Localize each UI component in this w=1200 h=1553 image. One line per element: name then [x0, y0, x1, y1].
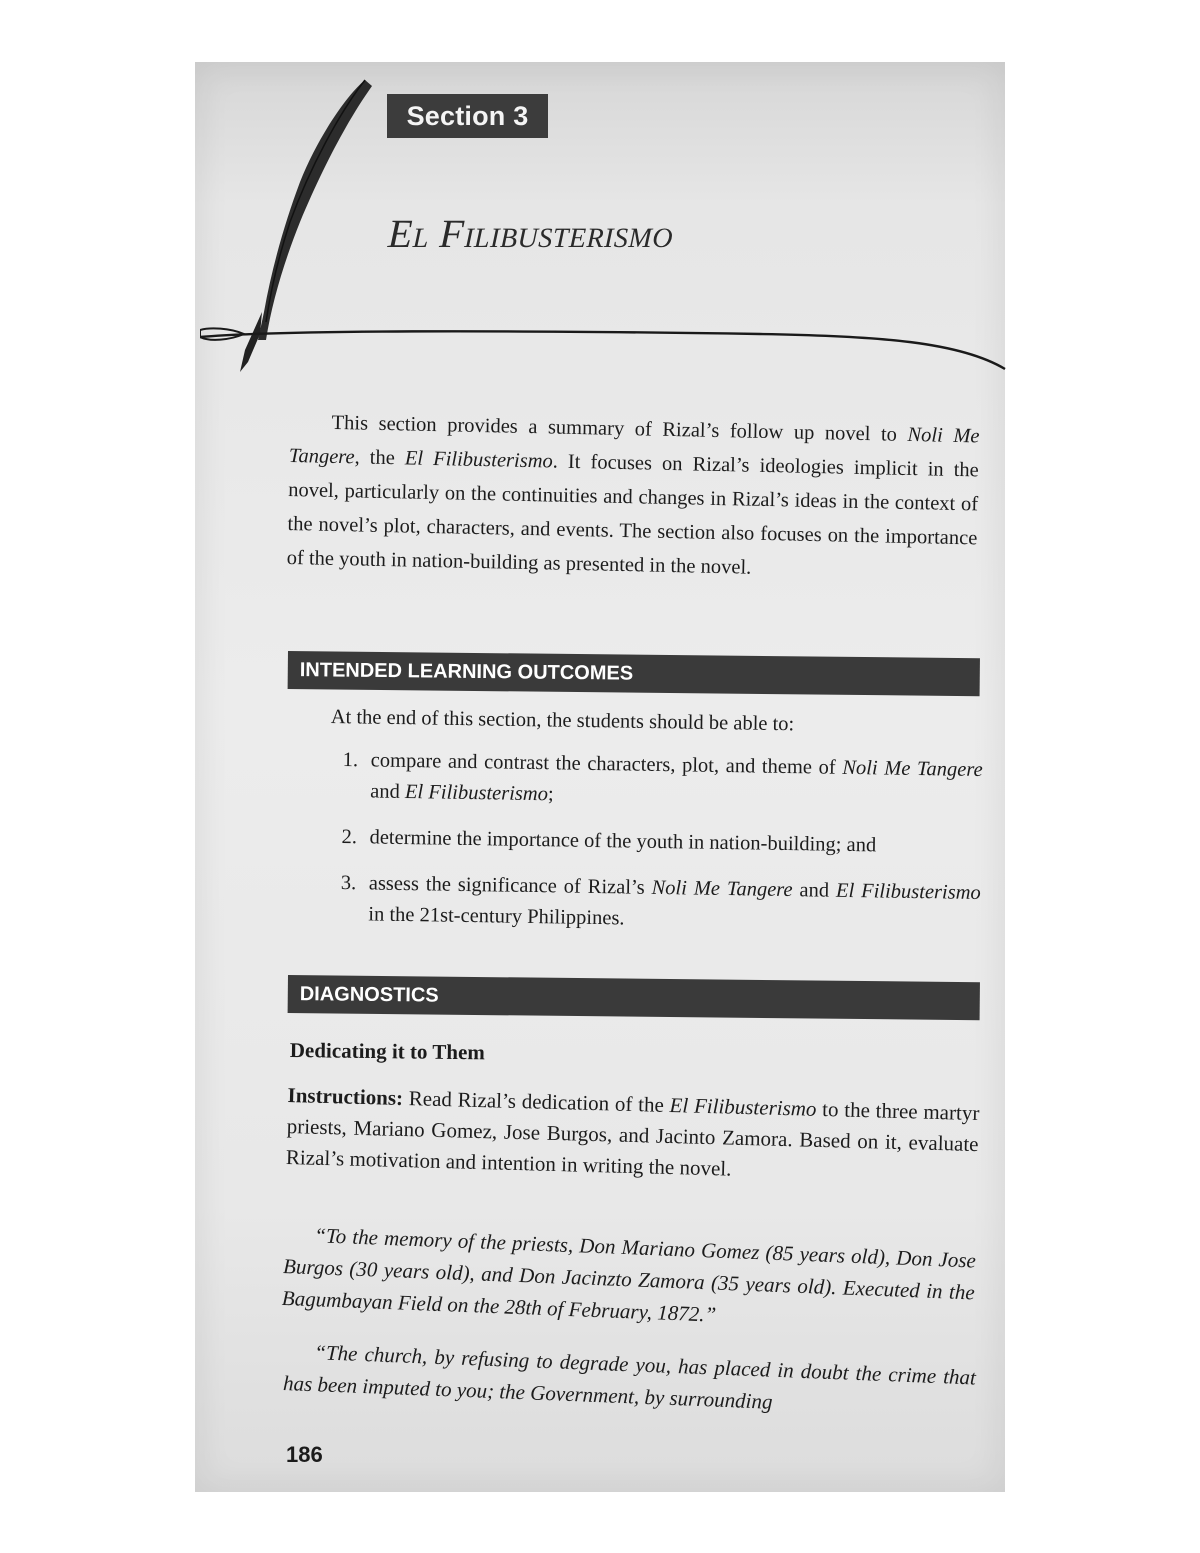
- learning-outcomes-heading: INTENDED LEARNING OUTCOMES: [288, 651, 980, 696]
- list-item: [340, 868, 981, 940]
- chapter-title: El Filibusterismo: [387, 211, 674, 256]
- intro-text: . It focuses on Rizal’s ideologies implicit in the novel, particularly on the continuities and changes in Rizal’s ideas in the context of the novel’s plot, characters, and events. The section also focuses on the importance of the youth in nation-building as presented in the novel.: [286, 450, 980, 579]
- list-item: [341, 822, 981, 863]
- list-text: determine the importance of the youth in nation-building; and: [369, 826, 877, 857]
- instructions-text: Read Rizal’s dedication of the: [402, 1086, 670, 1117]
- instructions-italic-title: El Filibusterismo: [669, 1093, 817, 1121]
- list-number: 3.: [340, 871, 357, 895]
- dedication-quote: “To the memory of the priests, Don Mariano Gomez (85 years old), Don Jose Burgos (30 years old), and Don Jacinzto Zamora (35 years old). Executed in the Bagumbayan Field on the 28th of February, 1872.”: [281, 1223, 977, 1327]
- instructions-paragraph: [286, 1080, 980, 1191]
- list-item: [342, 745, 983, 817]
- list-number: 2.: [341, 825, 358, 849]
- section-label: Section 3: [387, 94, 548, 138]
- intro-italic-title: Noli Me Tangere: [288, 423, 980, 469]
- page-number: 186: [286, 1442, 323, 1467]
- list-number: 1.: [342, 748, 359, 772]
- dedication-quote: “The church, by refusing to degrade you, has placed in doubt the crime that has been imputed to you; the Government, by surrounding: [282, 1340, 977, 1414]
- intro-italic-title: El Filibusterismo: [404, 447, 553, 473]
- intro-text: This section provides a summary of Rizal’s follow up novel to: [331, 411, 908, 446]
- diagnostics-subheading: Dedicating it to Them: [289, 1038, 486, 1065]
- intro-paragraph: [286, 405, 979, 589]
- learning-outcomes-lead: At the end of this section, the students should be able to:: [330, 706, 795, 736]
- list-text: assess the significance of Rizal’s Noli Me Tangere and El Filibusterismo in the 21st-century Philippines.: [368, 872, 981, 930]
- instructions-label: Instructions:: [287, 1082, 404, 1111]
- instructions-text: to the three martyr priests, Mariano Gomez, Jose Burgos, and Jacinto Zamora. Based on it, evaluate Rizal’s motivation and intention in writing the novel.: [285, 1096, 980, 1181]
- list-text: compare and contrast the characters, plot, and theme of Noli Me Tangere and El Filibusterismo;: [370, 749, 983, 806]
- learning-outcomes-list: [340, 745, 983, 955]
- intro-text: , the: [354, 446, 406, 470]
- diagnostics-heading: DIAGNOSTICS: [288, 975, 980, 1020]
